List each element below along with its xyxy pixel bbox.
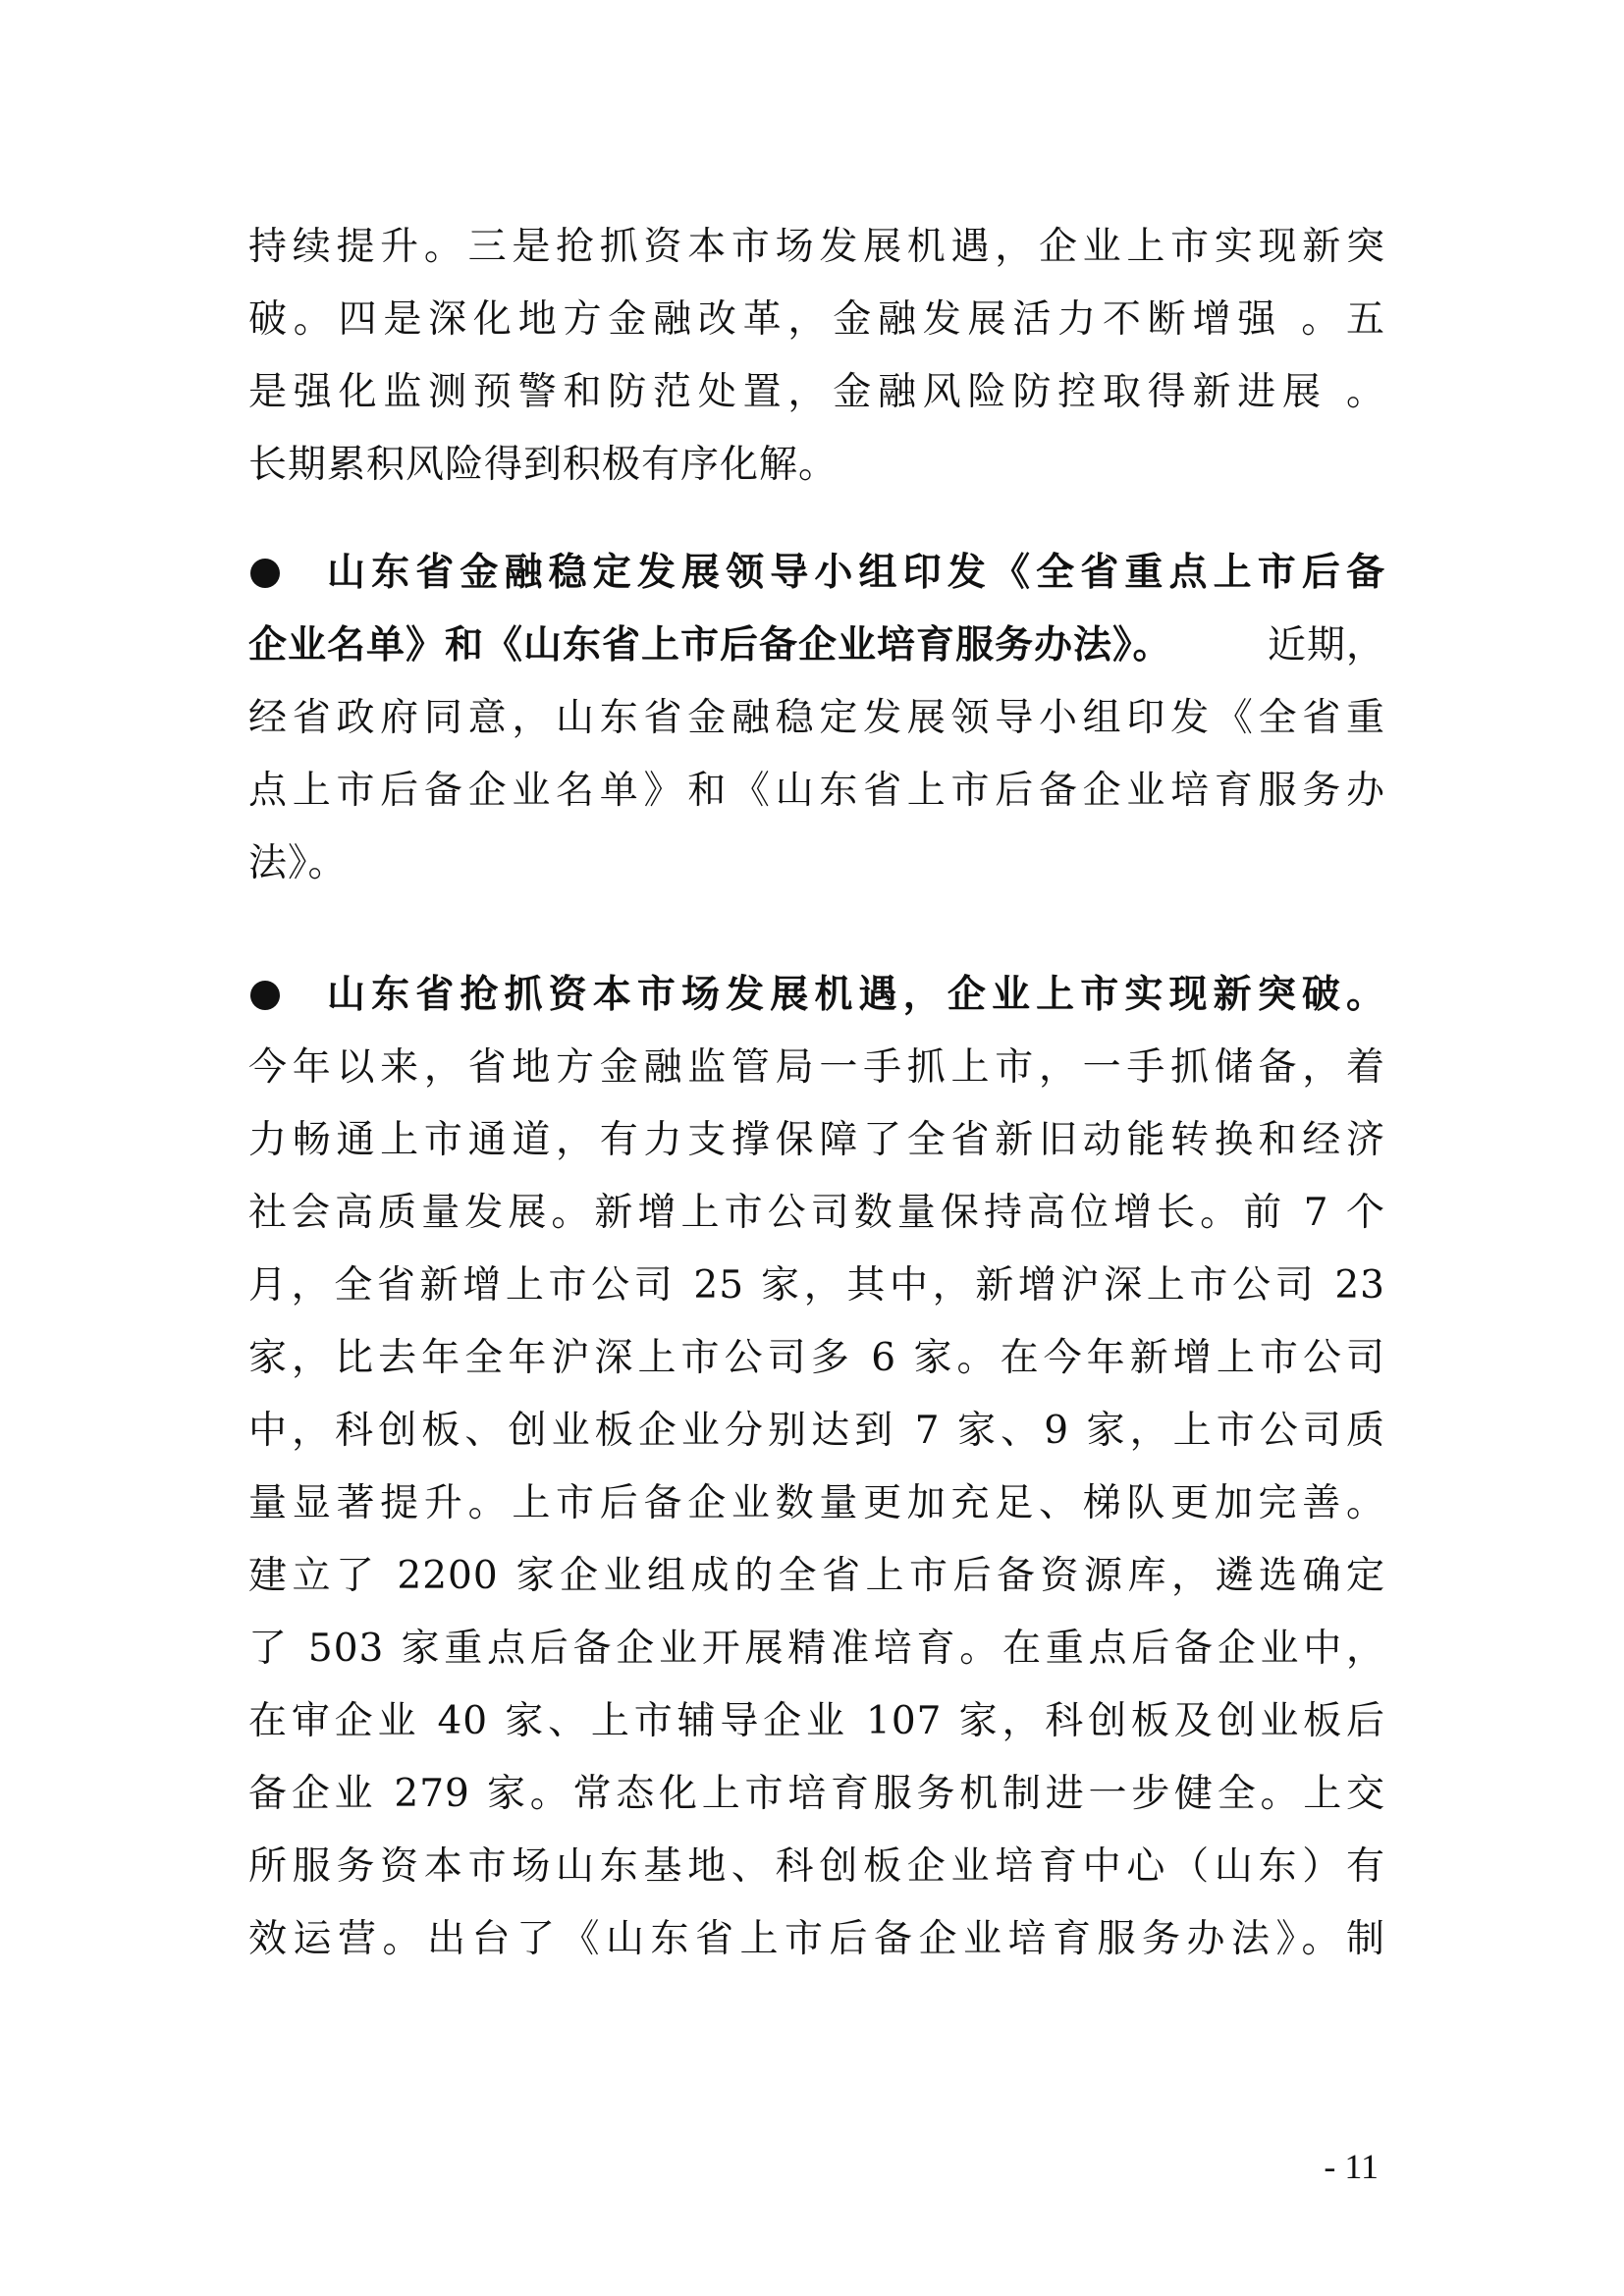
text-line: 了 503 家重点后备企业开展精准培育。在重点后备企业中，	[248, 1627, 1385, 1671]
text-line: 月，全省新增上市公司 25 家，其中，新增沪深上市公司 23	[248, 1263, 1385, 1308]
body-line-start: 近期，	[1267, 623, 1385, 667]
news-item-1-headline	[248, 537, 1385, 610]
text-line: 备企业 279 家。常态化上市培育服务机制进一步健全。上交	[248, 1772, 1385, 1816]
text-line: 经省政府同意，山东省金融稳定发展领导小组印发《全省重	[248, 696, 1385, 740]
text-line: 是强化监测预警和防范处置，金融风险防控取得新进展 。	[248, 370, 1385, 414]
headline-line: 企业名单》和《山东省上市后备企业培育服务办法》。	[248, 623, 1172, 667]
paragraph-intro	[248, 211, 1385, 502]
headline-line: 山东省金融稳定发展领导小组印发《全省重点上市后备	[327, 551, 1385, 595]
text-line: 建立了 2200 家企业组成的全省上市后备资源库，遴选确定	[248, 1554, 1385, 1598]
headline-line: 山东省抢抓资本市场发展机遇，企业上市实现新突破。	[327, 973, 1385, 1017]
headline-line-wrapper	[248, 610, 1385, 682]
text-line: 中，科创板、创业板企业分别达到 7 家、9 家，上市公司质	[248, 1409, 1385, 1453]
news-item-2-headline	[248, 959, 1385, 1032]
text-line: 在审企业 40 家、上市辅导企业 107 家，科创板及创业板后	[248, 1699, 1385, 1743]
news-item-2	[248, 959, 1385, 1976]
text-line: 家，比去年全年沪深上市公司多 6 家。在今年新增上市公司	[248, 1336, 1385, 1380]
black-circle-bullet-icon	[250, 559, 280, 588]
text-line: 力畅通上市通道，有力支撑保障了全省新旧动能转换和经济	[248, 1118, 1385, 1162]
text-line: 社会高质量发展。新增上市公司数量保持高位增长。前 7 个	[248, 1191, 1385, 1235]
text-line: 持续提升。三是抢抓资本市场发展机遇，企业上市实现新突	[248, 225, 1385, 269]
page-number: - 11	[1324, 2147, 1379, 2186]
text-line: 效运营。出台了《山东省上市后备企业培育服务办法》。制	[248, 1917, 1385, 1961]
text-line: 破。四是深化地方金融改革，金融发展活力不断增强 。五	[248, 297, 1385, 342]
text-line: 所服务资本市场山东基地、科创板企业培育中心（山东）有	[248, 1844, 1385, 1889]
text-line: 点上市后备企业名单》和《山东省上市后备企业培育服务办	[248, 769, 1385, 813]
text-line: 今年以来，省地方金融监管局一手抓上市，一手抓储备，着	[248, 1045, 1385, 1090]
text-line: 法》。	[248, 841, 348, 885]
news-item-1	[248, 537, 1385, 900]
text-line: 长期累积风险得到积极有序化解。	[248, 443, 839, 487]
black-circle-bullet-icon	[250, 981, 280, 1010]
text-line: 量显著提升。上市后备企业数量更加充足、梯队更加完善。	[248, 1481, 1385, 1525]
